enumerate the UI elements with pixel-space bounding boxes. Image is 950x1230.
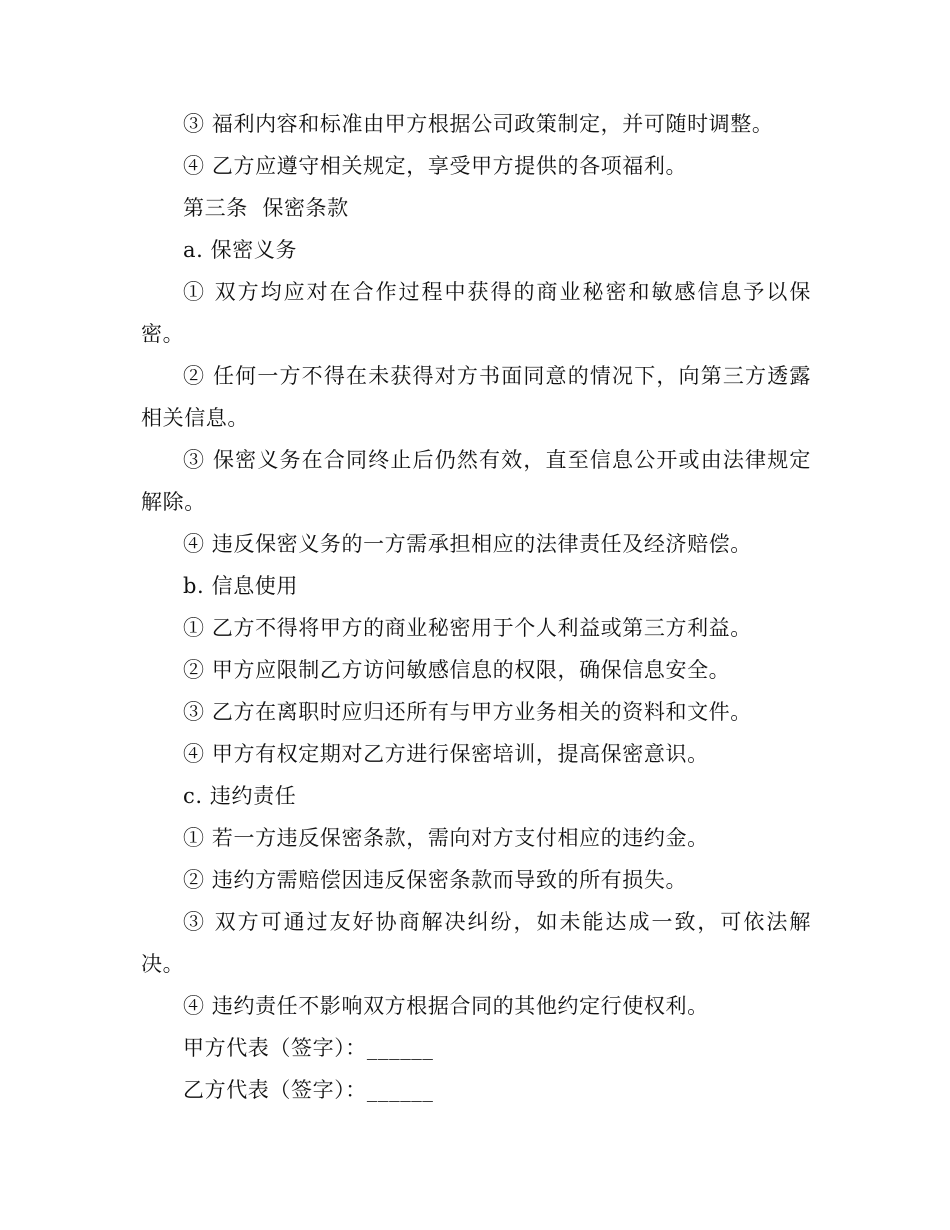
section-b-item-4: ④ 甲方有权定期对乙方进行保密培训，提高保密意识。: [183, 742, 709, 766]
section-a-item-2: ② 任何一方不得在未获得对方书面同意的情况下，向第三方透露相关信息。: [141, 364, 811, 430]
section-c-heading: c. 违约责任: [183, 784, 297, 808]
section-b-item-1: ① 乙方不得将甲方的商业秘密用于个人利益或第三方利益。: [183, 616, 752, 640]
party-b-signature-line: 乙方代表（签字）：______: [183, 1078, 434, 1102]
section-c-item-4: ④ 违约责任不影响双方根据合同的其他约定行使权利。: [183, 994, 709, 1018]
document-body: [141, 103, 811, 1111]
section-c-item-3: ③ 双方可通过友好协商解决纠纷，如未能达成一致，可依法解决。: [141, 910, 811, 976]
section-a-item-3: ③ 保密义务在合同终止后仍然有效，直至信息公开或由法律规定解除。: [141, 448, 811, 514]
section-a-heading: a. 保密义务: [183, 238, 298, 262]
section-b-item-2: ② 甲方应限制乙方访问敏感信息的权限，确保信息安全。: [183, 658, 731, 682]
welfare-clause-4: ④ 乙方应遵守相关规定，享受甲方提供的各项福利。: [183, 154, 688, 178]
section-c-item-1: ① 若一方违反保密条款，需向对方支付相应的违约金。: [183, 826, 709, 850]
section-a-item-4: ④ 违反保密义务的一方需承担相应的法律责任及经济赔偿。: [183, 532, 752, 556]
section-b-heading: b. 信息使用: [183, 574, 298, 598]
welfare-clause-3: ③ 福利内容和标准由甲方根据公司政策制定，并可随时调整。: [183, 112, 774, 136]
section-c-item-2: ② 违约方需赔偿因违反保密条款而导致的所有损失。: [183, 868, 688, 892]
article-3-heading: 第三条 保密条款: [183, 196, 349, 220]
section-a-item-1: ① 双方均应对在合作过程中获得的商业秘密和敏感信息予以保密。: [141, 280, 811, 346]
section-b-item-3: ③ 乙方在离职时应归还所有与甲方业务相关的资料和文件。: [183, 700, 752, 724]
party-a-signature-line: 甲方代表（签字）：______: [183, 1036, 434, 1060]
